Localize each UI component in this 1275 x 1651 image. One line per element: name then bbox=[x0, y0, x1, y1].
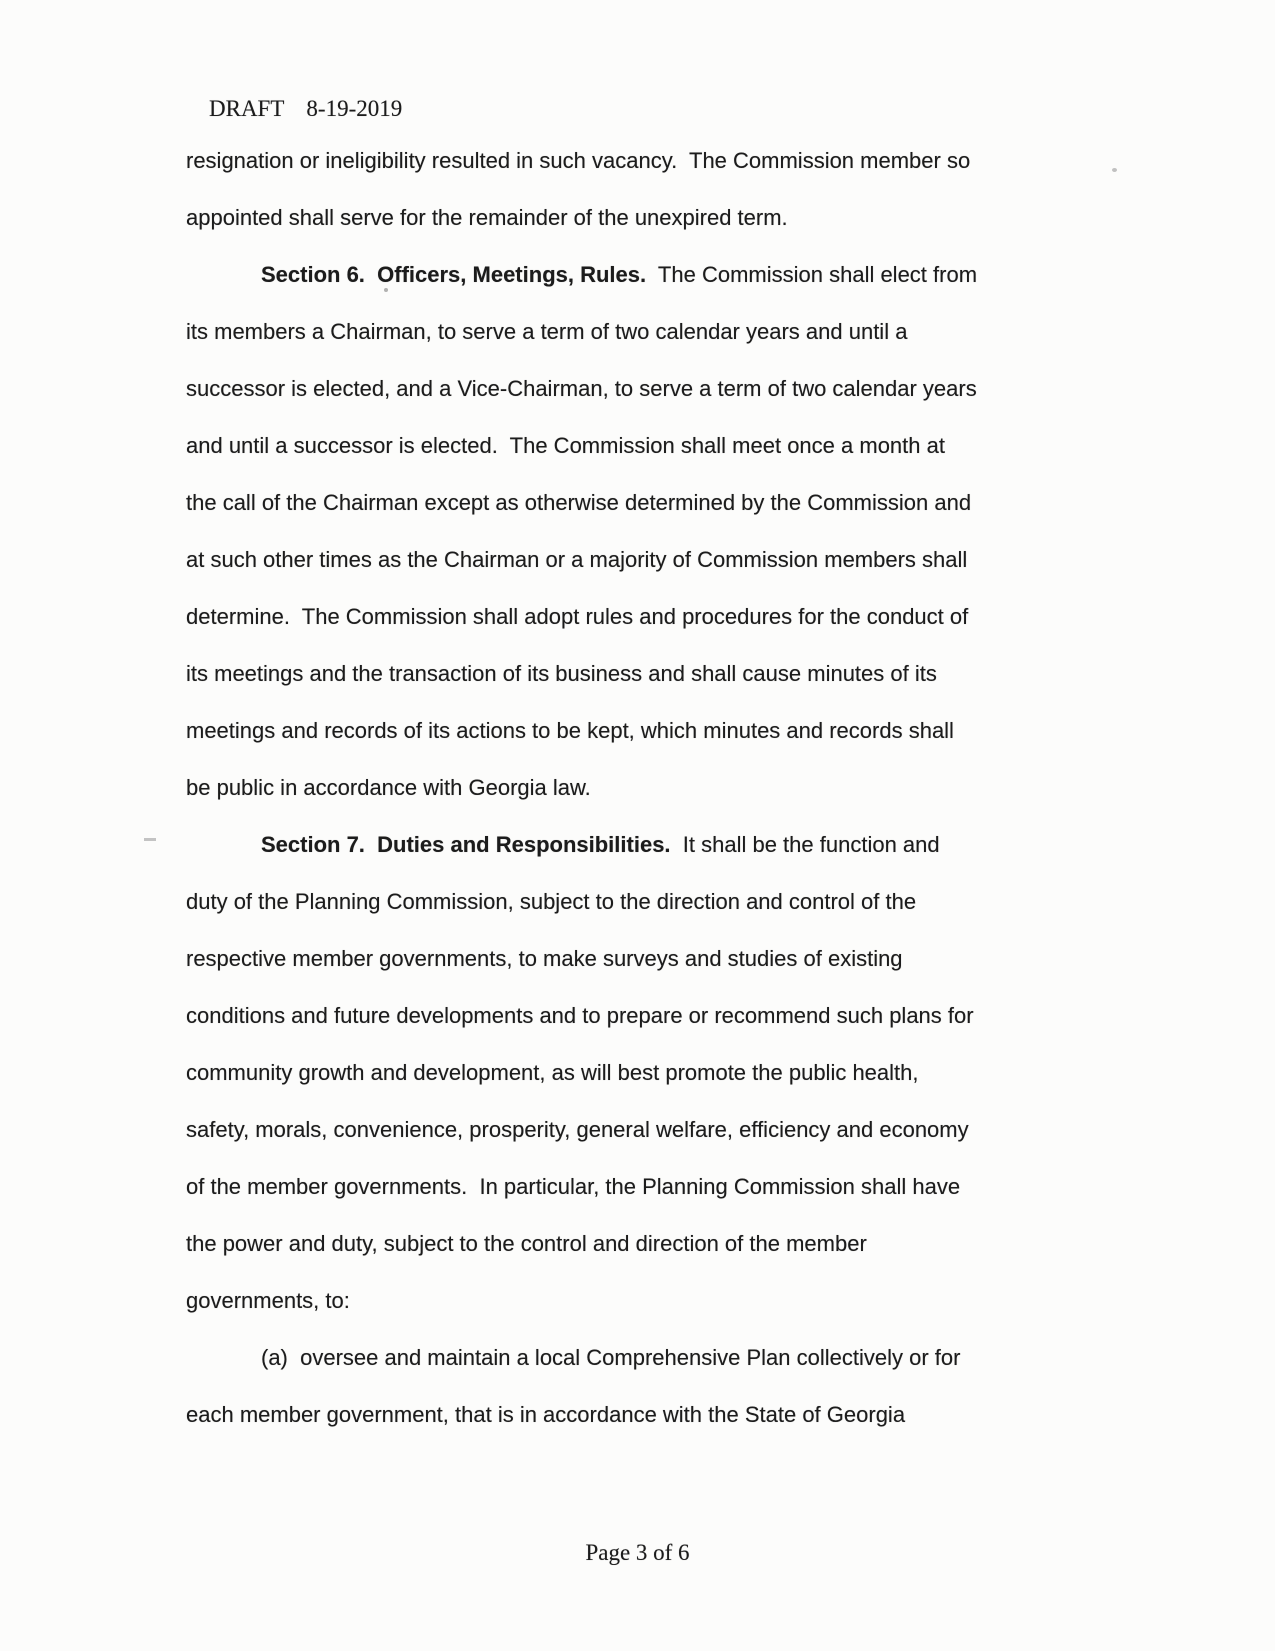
text-line bbox=[186, 531, 1126, 588]
text-line bbox=[186, 1101, 1126, 1158]
body-text: be public in accordance with Georgia law. bbox=[186, 775, 591, 800]
body-text: successor is elected, and a Vice-Chairman, to serve a term of two calendar years bbox=[186, 376, 977, 401]
body-text: conditions and future developments and to prepare or recommend such plans for bbox=[186, 1003, 974, 1028]
text-line bbox=[186, 360, 1126, 417]
body-text: It shall be the function and bbox=[670, 832, 940, 857]
text-line bbox=[186, 132, 1126, 189]
text-line bbox=[186, 1158, 1126, 1215]
text-line bbox=[186, 645, 1126, 702]
text-line bbox=[186, 1044, 1126, 1101]
text-line bbox=[186, 303, 1126, 360]
text-line bbox=[186, 1215, 1126, 1272]
body-text: appointed shall serve for the remainder of the unexpired term. bbox=[186, 205, 788, 230]
section-heading: Section 7. Duties and Responsibilities. bbox=[261, 832, 671, 857]
body-text: determine. The Commission shall adopt rules and procedures for the conduct of bbox=[186, 604, 969, 629]
body-text: community growth and development, as will best promote the public health, bbox=[186, 1060, 919, 1085]
page-number-footer: Page 3 of 6 bbox=[585, 1540, 690, 1565]
body-text: the call of the Chairman except as otherwise determined by the Commission and bbox=[186, 490, 972, 515]
text-line bbox=[186, 474, 1126, 531]
document-body bbox=[186, 132, 1126, 1443]
body-text: its members a Chairman, to serve a term of two calendar years and until a bbox=[186, 319, 908, 344]
text-line bbox=[186, 189, 1126, 246]
draft-date: 8-19-2019 bbox=[306, 96, 403, 121]
body-text: resignation or ineligibility resulted in such vacancy. The Commission member so bbox=[186, 148, 971, 173]
body-text: the power and duty, subject to the control and direction of the member bbox=[186, 1231, 867, 1256]
text-line bbox=[186, 759, 1126, 816]
body-text: governments, to: bbox=[186, 1288, 350, 1313]
text-line bbox=[186, 1329, 1126, 1386]
text-line bbox=[186, 702, 1126, 759]
body-text: (a) oversee and maintain a local Comprehensive Plan collectively or for bbox=[261, 1345, 961, 1370]
text-line bbox=[186, 246, 1126, 303]
body-text: at such other times as the Chairman or a majority of Commission members shall bbox=[186, 547, 968, 572]
text-line bbox=[186, 1272, 1126, 1329]
text-line bbox=[186, 873, 1126, 930]
text-line bbox=[186, 588, 1126, 645]
body-text: its meetings and the transaction of its business and shall cause minutes of its bbox=[186, 661, 937, 686]
body-text: respective member governments, to make surveys and studies of existing bbox=[186, 946, 903, 971]
text-line bbox=[186, 1386, 1126, 1443]
text-line bbox=[186, 816, 1126, 873]
body-text: of the member governments. In particular, the Planning Commission shall have bbox=[186, 1174, 961, 1199]
body-text: safety, morals, convenience, prosperity, general welfare, efficiency and economy bbox=[186, 1117, 969, 1142]
draft-label: DRAFT bbox=[209, 96, 285, 121]
body-text: each member government, that is in accordance with the State of Georgia bbox=[186, 1402, 906, 1427]
text-line bbox=[186, 987, 1126, 1044]
body-text: duty of the Planning Commission, subject to the direction and control of the bbox=[186, 889, 917, 914]
text-line bbox=[186, 417, 1126, 474]
body-text: meetings and records of its actions to be kept, which minutes and records shall bbox=[186, 718, 954, 743]
body-text: The Commission shall elect from bbox=[646, 262, 978, 287]
section-heading: Section 6. Officers, Meetings, Rules. bbox=[261, 262, 647, 287]
scan-artifact bbox=[144, 838, 156, 841]
body-text: and until a successor is elected. The Commission shall meet once a month at bbox=[186, 433, 945, 458]
text-line bbox=[186, 930, 1126, 987]
